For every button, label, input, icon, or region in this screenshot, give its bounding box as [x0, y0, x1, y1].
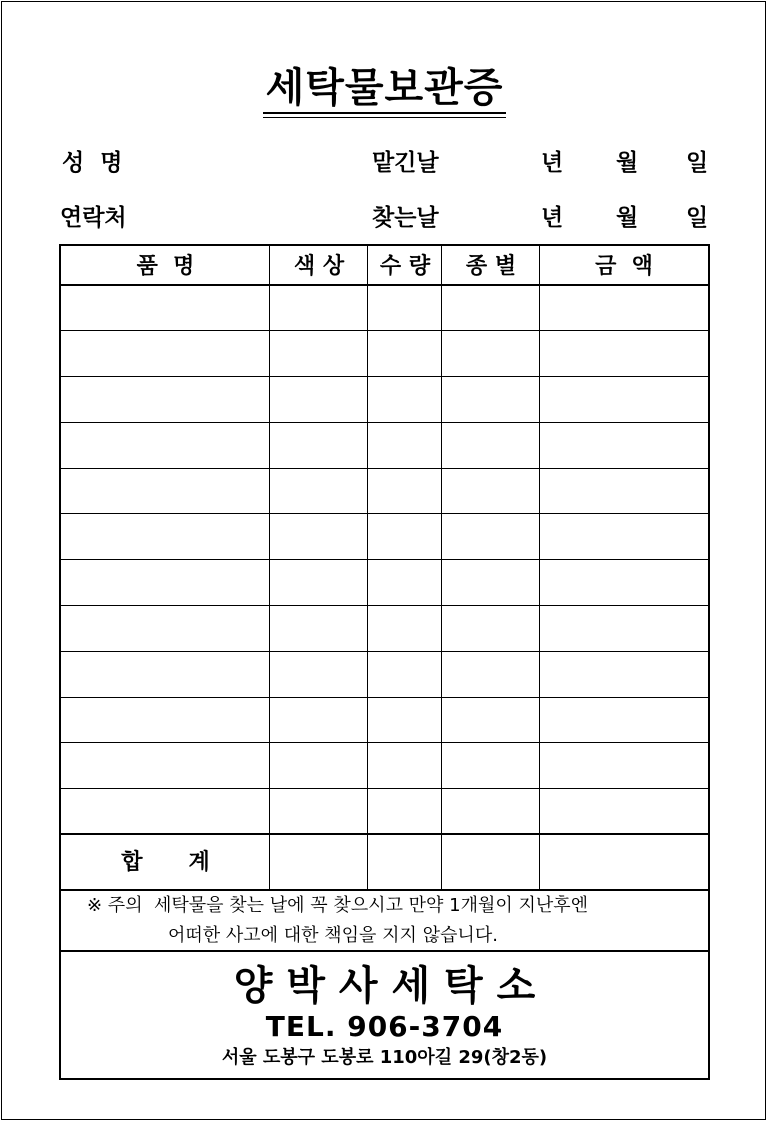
dropoff-day-label: 일 — [686, 150, 709, 176]
pickup-month-label: 월 — [616, 205, 639, 231]
row-divider — [61, 697, 708, 698]
row-divider — [61, 559, 708, 560]
total-label: 합 계 — [121, 850, 210, 875]
pickup-date-label: 찾는날 — [372, 205, 439, 231]
row-divider — [61, 513, 708, 514]
shop-phone: TEL. 906-3704 — [265, 1010, 504, 1043]
pickup-year-label: 년 — [541, 205, 564, 231]
notice-line-1: ※ 주의 세탁물을 찾는 날에 꼭 찾으시고 만약 1개월이 지난후엔 — [87, 895, 589, 916]
column-divider — [269, 246, 270, 891]
row-divider — [61, 742, 708, 743]
dropoff-year-label: 년 — [541, 150, 564, 176]
pickup-day-label: 일 — [686, 205, 709, 231]
dropoff-date-label: 맡긴날 — [372, 150, 439, 176]
shop-address: 서울 도봉구 도봉로 110아길 29(창2동) — [221, 1047, 548, 1068]
total-divider — [61, 833, 708, 835]
column-divider — [539, 246, 540, 891]
row-divider — [61, 422, 708, 423]
notice-line-2: 어떠한 사고에 대한 책임을 지지 않습니다. — [168, 925, 498, 946]
row-divider — [61, 330, 708, 331]
header-item-name: 품 명 — [136, 254, 195, 279]
dropoff-month-label: 월 — [616, 150, 639, 176]
page-title: 세탁물보관증 — [265, 64, 504, 111]
header-amount: 금 액 — [595, 254, 653, 279]
contact-label: 연락처 — [60, 205, 127, 231]
header-type: 종 별 — [465, 254, 517, 279]
header-quantity: 수 량 — [379, 254, 431, 279]
title-underline-secondary — [263, 117, 506, 118]
row-divider — [61, 376, 708, 377]
row-divider — [61, 651, 708, 652]
items-table — [59, 244, 710, 1080]
header-divider — [61, 284, 708, 286]
row-divider — [61, 788, 708, 789]
row-divider — [61, 468, 708, 469]
title-underline — [263, 112, 506, 114]
shop-name: 양 박 사 세 탁 소 — [233, 963, 536, 1009]
row-divider — [61, 605, 708, 606]
column-divider — [441, 246, 442, 891]
name-label: 성 명 — [62, 150, 123, 176]
column-divider — [367, 246, 368, 891]
header-color: 색 상 — [293, 254, 345, 279]
